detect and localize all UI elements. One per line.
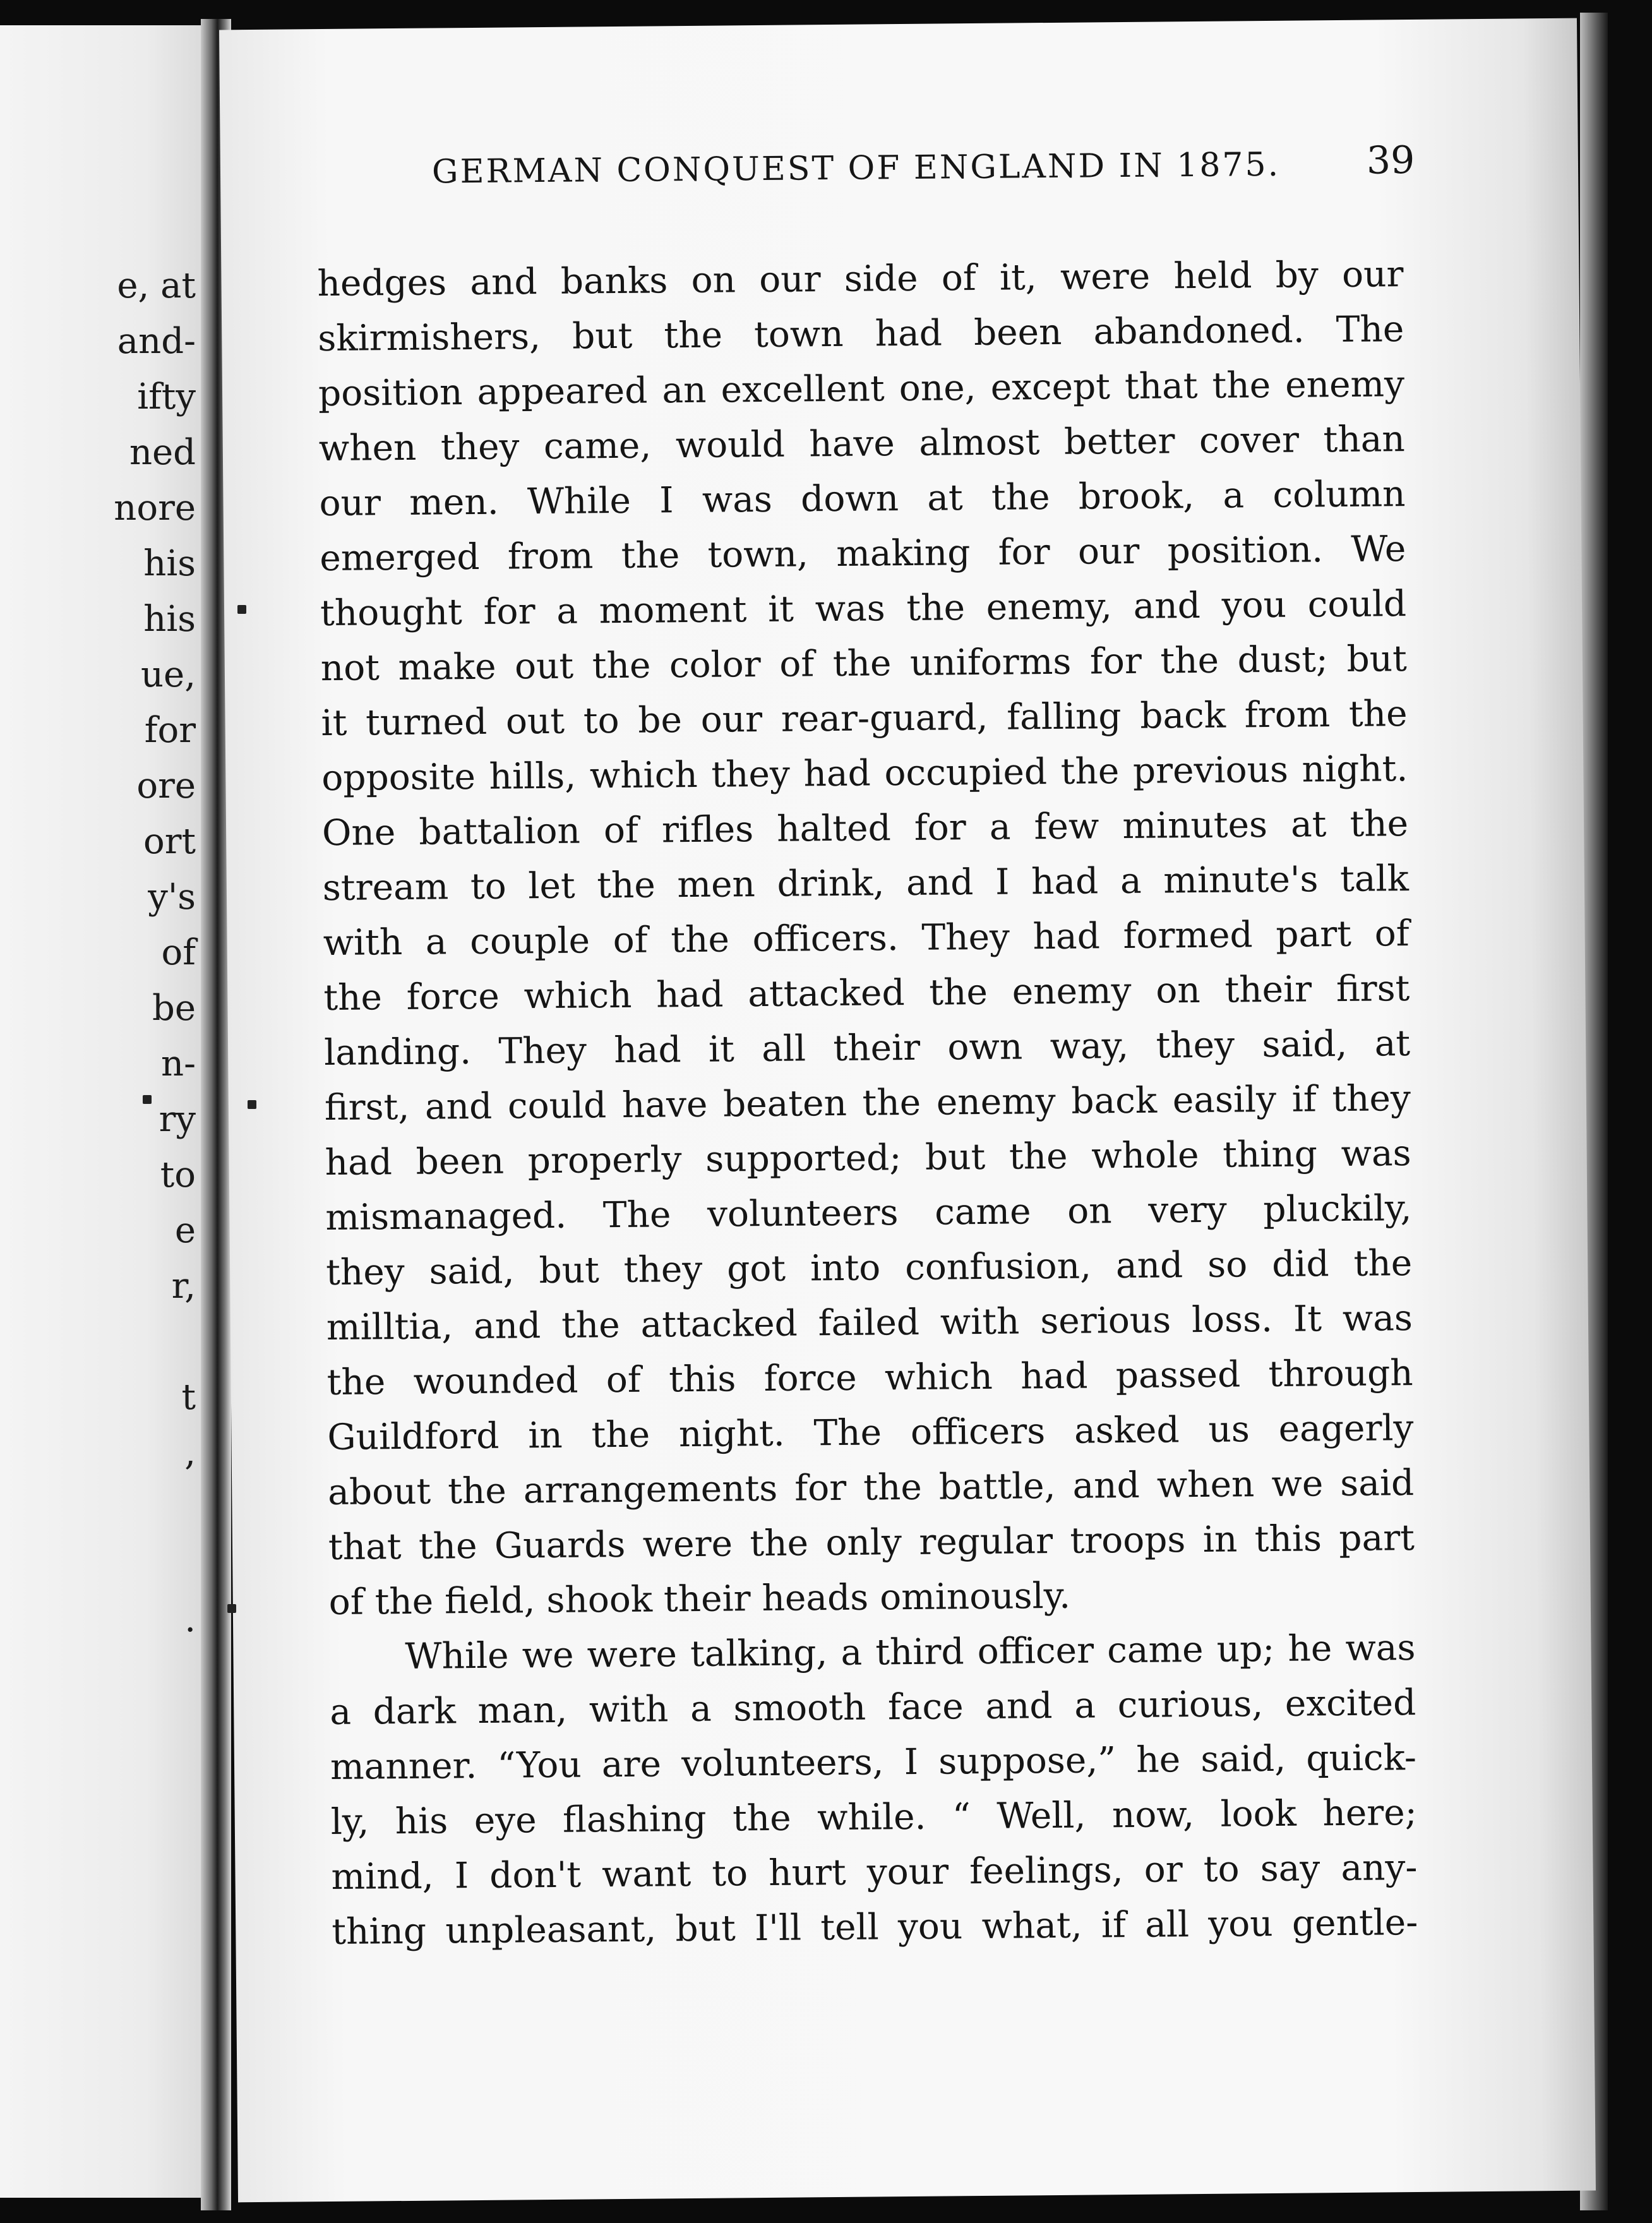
text-line: position appeared an excellent one, except that the enemy [318,364,1405,415]
text-line: that the Guards were the only regular troops in this part [328,1518,1415,1569]
text-line: milltia, and the attacked failed with serious loss. It was [326,1298,1413,1349]
text-line: thing unpleasant, but I'll tell you what, if all you gentle- [332,1902,1418,1953]
text-line: manner. “You are volunteers, I suppose,” he said, quick- [330,1737,1417,1789]
page-number: 39 [1366,138,1415,183]
text-line: with a couple of the officers. They had formed part of [323,913,1410,964]
left-page-line: ore [136,765,196,806]
text-line: stream to let the men drink, and I had a minute's talk [322,858,1410,909]
book-page [219,18,1596,2203]
left-page-line: to [160,1154,196,1195]
left-page-line: his [143,599,196,640]
left-page-line: nore [114,488,196,529]
text-line: One battalion of rifles halted for a few minutes at the [321,803,1409,854]
text-line: had been properly supported; but the whole thing was [325,1133,1411,1184]
text-line: mismanaged. The volunteers came on very pluckily, [325,1188,1412,1239]
running-head-title: GERMAN CONQUEST OF ENGLAND IN 1875. [431,145,1281,191]
text-line: it turned out to be our rear-guard, falling back from the [321,693,1408,745]
left-page-line: for [144,710,196,751]
text-line: ly, his eye flashing the while. “ Well, now, look here; [330,1792,1418,1843]
left-page-line: r, [171,1266,196,1307]
text-line: thought for a moment it was the enemy, and you could [320,584,1407,635]
left-page-line: and- [117,321,196,362]
left-page-line: his [143,543,196,584]
left-page-line: ned [129,432,196,473]
text-line: landing. They had it all their own way, they said, at [323,1023,1411,1074]
left-page-line: t [181,1377,196,1418]
text-line: the force which had attacked the enemy on their first [323,968,1410,1019]
left-page-line: ort [143,821,196,862]
left-page-line: of [161,932,196,973]
binding-hole-mark [237,605,246,614]
text-line: mind, I don't want to hurt your feelings, or to say any- [331,1847,1418,1898]
left-page-line: ue, [140,654,196,695]
left-page-line: ry [159,1099,196,1140]
left-page-line: e [174,1210,196,1251]
binding-hole-mark [143,1095,152,1104]
text-line: our men. While I was down at the brook, a column [319,474,1406,525]
running-head [431,138,1443,204]
left-page-line: y's [148,877,196,918]
left-page-line: ifty [137,376,196,417]
text-line: about the arrangements for the battle, and when we said [327,1463,1415,1514]
text-line: they said, but they got into confusion, and so did the [325,1243,1413,1294]
left-page-line: , [184,1432,196,1473]
left-page-line: e, at [117,265,196,306]
text-line: opposite hills, which they had occupied the previous night. [321,748,1408,800]
text-line: a dark man, with a smooth face and a curious, excited [330,1682,1416,1734]
text-line: emerged from the town, making for our position. We [320,529,1406,580]
text-line: skirmishers, but the town had been abandoned. The [318,309,1404,360]
body-text [317,247,1418,1960]
previous-page-fragment [0,25,208,2198]
text-line: the wounded of this force which had passed through [326,1353,1413,1404]
binding-hole-mark [227,1604,236,1613]
text-line: when they came, would have almost better cover than [318,419,1406,470]
left-page-line: be [152,988,196,1029]
left-page-line: n- [161,1043,196,1084]
paragraph-end-line: of the field, shook their heads ominously. [328,1575,1071,1624]
text-line: hedges and banks on our side of it, were held by our [317,254,1404,305]
paragraph-start-line: While we were talking, a third officer came up; he was [405,1627,1416,1677]
text-line: first, and could have beaten the enemy back easily if they [324,1078,1411,1129]
left-page-line: . [184,1599,196,1640]
text-line: not make out the color of the uniforms for the dust; but [320,638,1408,690]
binding-hole-mark [248,1100,256,1109]
text-line: Guildford in the night. The officers asked us eagerly [327,1408,1414,1459]
